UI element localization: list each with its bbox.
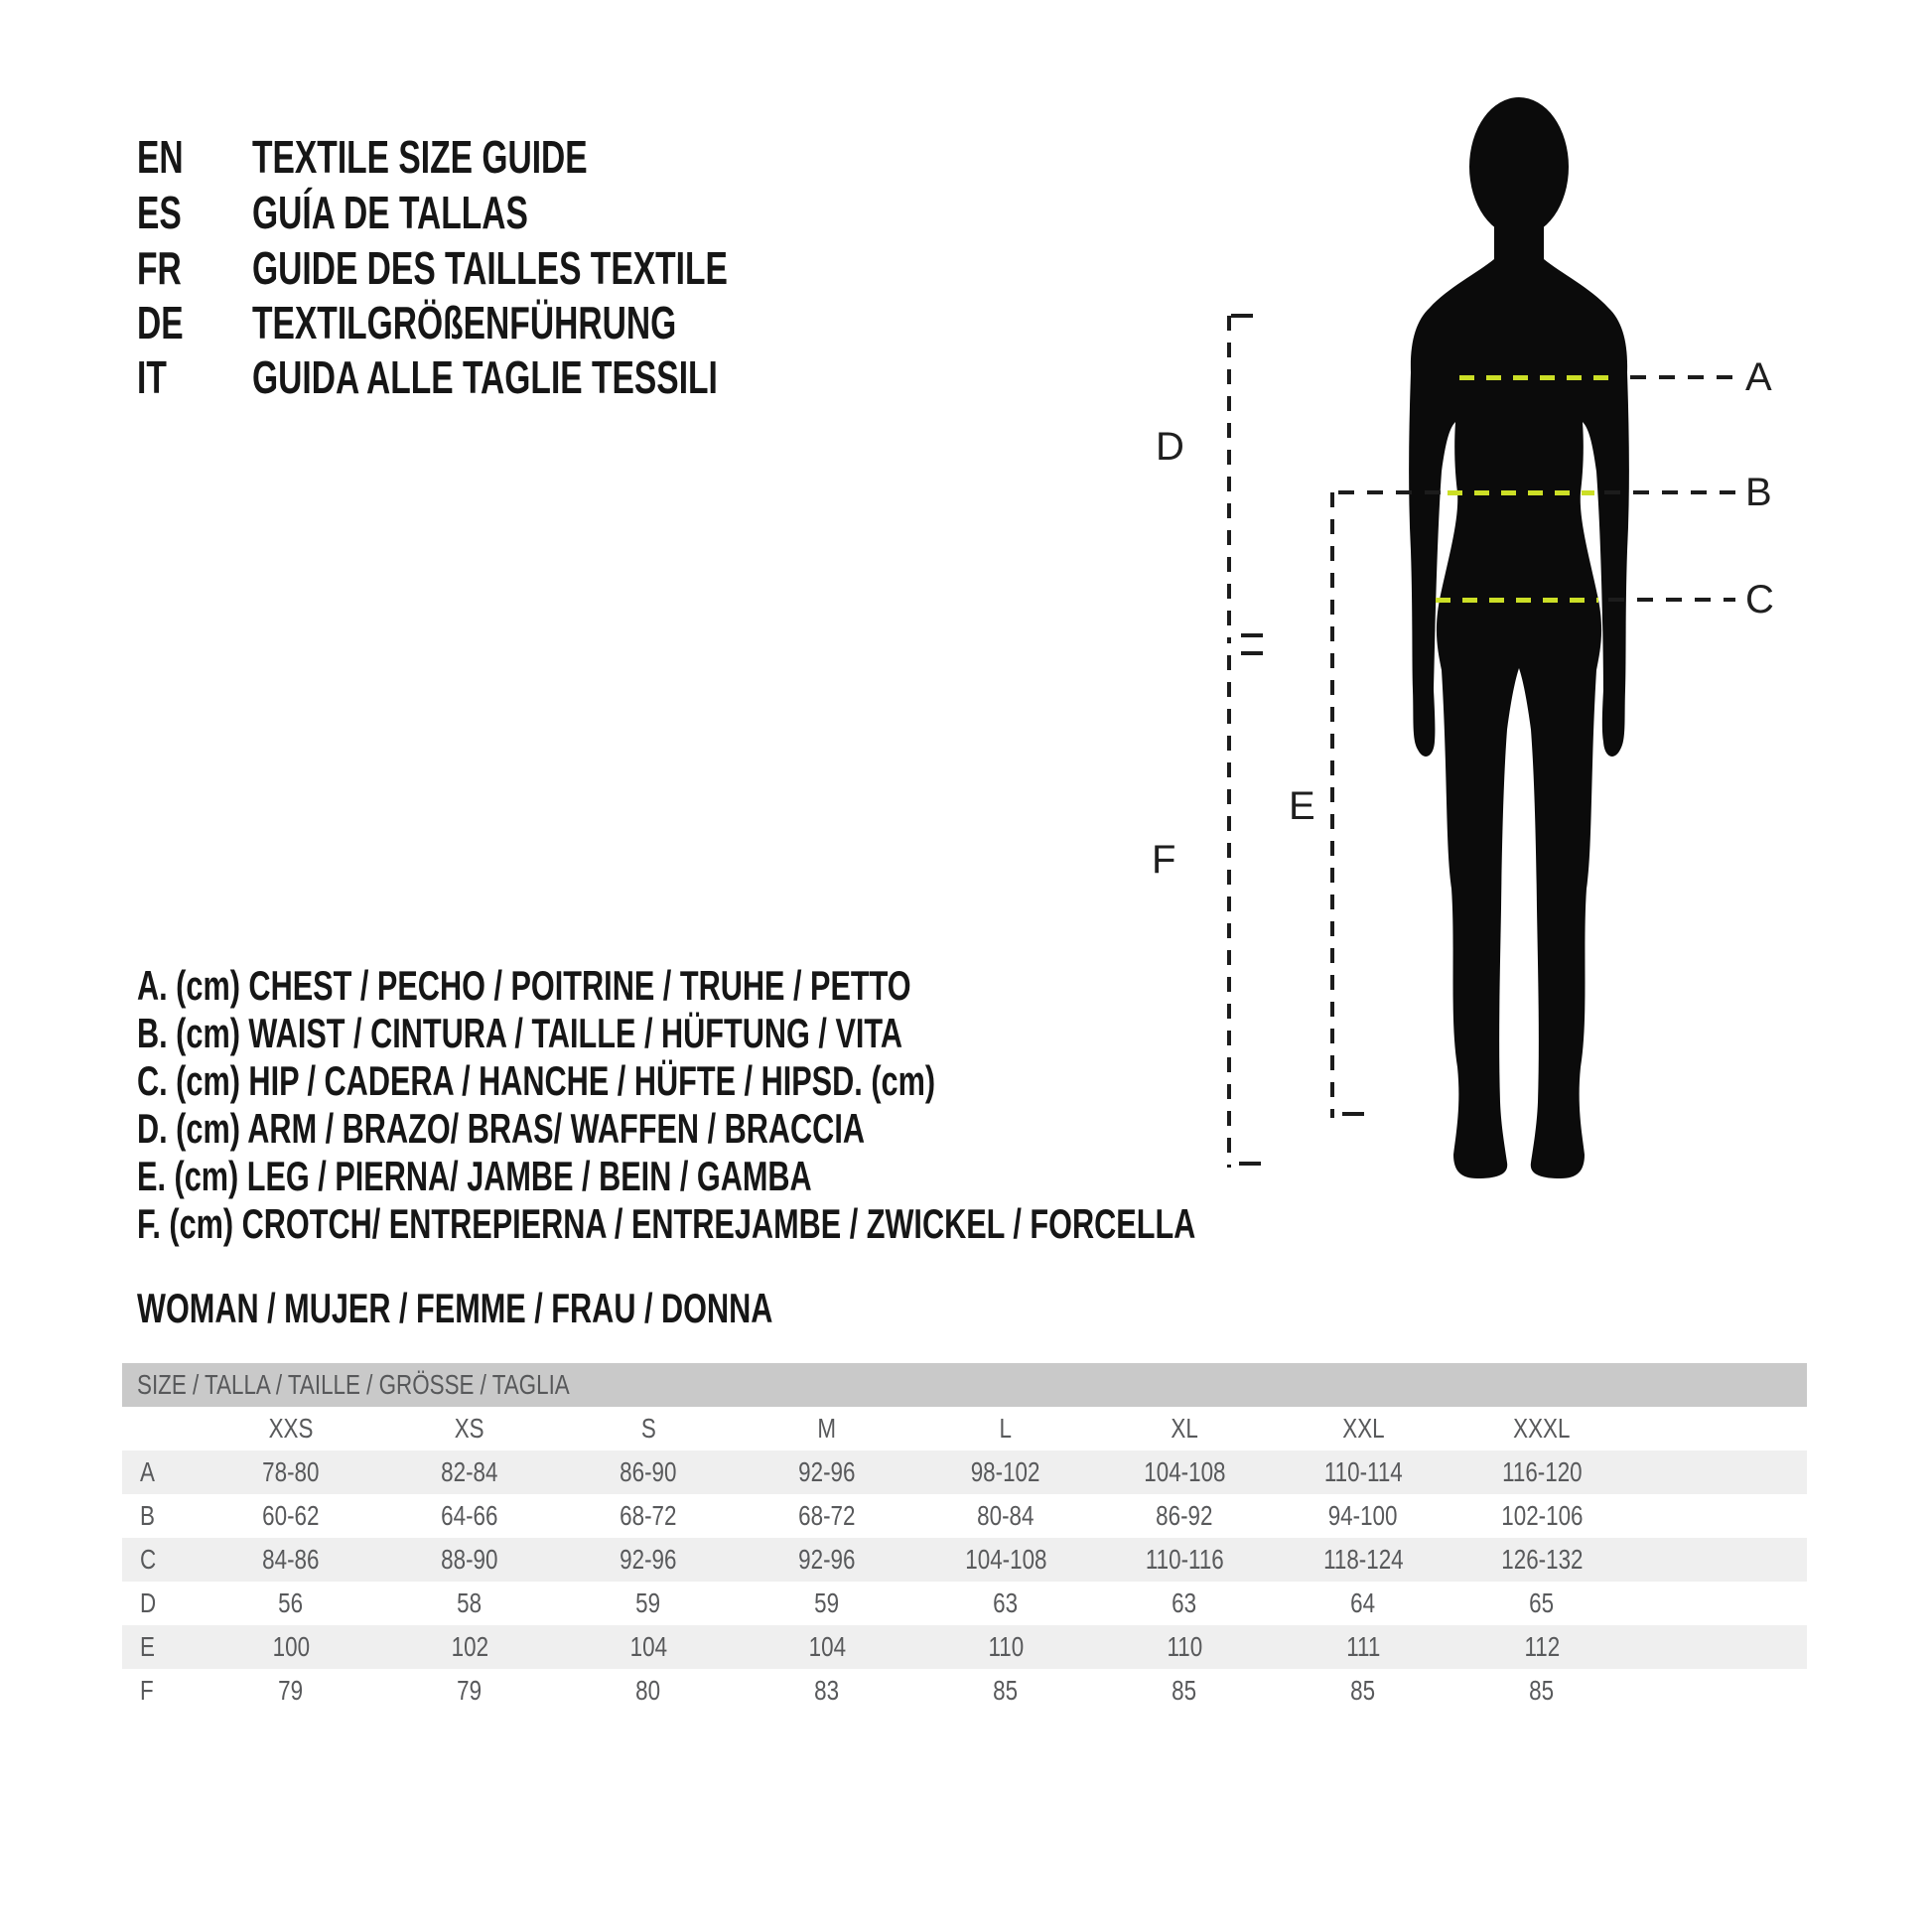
arm-measure-line (1227, 316, 1231, 643)
waist-measure-line-left (1338, 490, 1446, 494)
table-cell: 110-116 (1145, 1544, 1224, 1575)
language-code: IT (137, 351, 167, 403)
size-col-header: M (817, 1413, 837, 1444)
table-cell: 86-90 (620, 1456, 677, 1487)
language-code: DE (137, 297, 184, 348)
row-label: D (140, 1587, 157, 1618)
table-cell: 116-120 (1501, 1456, 1583, 1487)
size-col-header: XXXL (1513, 1413, 1571, 1444)
waist-measure-line (1604, 490, 1735, 494)
table-cell: 112 (1524, 1631, 1560, 1662)
hip-measure-line-yellow (1436, 598, 1598, 603)
table-cell: 104 (629, 1631, 667, 1662)
table-cell: 58 (457, 1587, 483, 1618)
table-cell: 59 (635, 1587, 661, 1618)
table-row-leg (122, 1625, 1807, 1669)
marker-label-e: E (1289, 784, 1315, 828)
table-cell: 68-72 (620, 1500, 677, 1531)
table-cell: 110-114 (1323, 1456, 1403, 1487)
legend-item-leg: E. (cm) LEG / PIERNA/ JAMBE / BEIN / GAMBA (137, 1153, 812, 1199)
table-cell: 59 (814, 1587, 840, 1618)
row-label: A (140, 1456, 155, 1487)
table-cell: 102-106 (1500, 1500, 1584, 1531)
table-cell: 68-72 (798, 1500, 856, 1531)
table-cell: 98-102 (971, 1456, 1040, 1487)
table-cell: 64 (1350, 1587, 1376, 1618)
table-cell: 104 (808, 1631, 846, 1662)
size-col-header: XS (455, 1413, 484, 1444)
chest-measure-line-yellow (1459, 375, 1616, 380)
marker-label-b: B (1745, 471, 1772, 514)
crotch-bracket-top-tick (1241, 651, 1263, 655)
table-cell: 85 (1172, 1675, 1197, 1706)
leg-bracket-bottom-tick (1342, 1112, 1364, 1116)
row-label: F (140, 1675, 154, 1706)
woman-silhouette-image (1398, 94, 1636, 1186)
table-cell: 80 (635, 1675, 661, 1706)
table-cell: 84-86 (262, 1544, 320, 1575)
table-cell: 92-96 (798, 1456, 856, 1487)
crotch-bracket-bottom-tick (1239, 1162, 1261, 1166)
table-cell: 104-108 (964, 1544, 1047, 1575)
leg-measure-line (1330, 492, 1334, 1118)
marker-label-f: F (1152, 838, 1176, 882)
marker-label-d: D (1156, 425, 1184, 469)
legend-item-waist: B. (cm) WAIST / CINTURA / TAILLE / HÜFTUNG / VITA (137, 1010, 903, 1056)
guide-title: GUIDE DES TAILLES TEXTILE (252, 242, 728, 294)
waist-measure-line-yellow (1448, 490, 1594, 495)
table-cell: 86-92 (1156, 1500, 1213, 1531)
table-cell: 92-96 (620, 1544, 677, 1575)
size-table-title: SIZE / TALLA / TAILLE / GRÖSSE / TAGLIA (137, 1369, 570, 1400)
row-label: E (140, 1631, 155, 1662)
size-col-header: XXS (268, 1413, 314, 1444)
legend-item-arm: D. (cm) ARM / BRAZO/ BRAS/ WAFFEN / BRACCIA (137, 1105, 865, 1152)
size-table-header-band (122, 1363, 1807, 1407)
table-cell: 82-84 (441, 1456, 498, 1487)
guide-title: TEXTILGRÖßENFÜHRUNG (252, 297, 677, 348)
language-code: EN (137, 131, 184, 183)
table-cell: 85 (1529, 1675, 1555, 1706)
guide-title: GUÍA DE TALLAS (252, 187, 528, 238)
table-cell: 60-62 (262, 1500, 320, 1531)
table-cell: 100 (272, 1631, 310, 1662)
row-label: C (140, 1544, 157, 1575)
table-cell: 80-84 (977, 1500, 1035, 1531)
size-col-header: L (999, 1413, 1013, 1444)
language-code: FR (137, 242, 182, 294)
guide-title: TEXTILE SIZE GUIDE (252, 131, 588, 183)
table-cell: 92-96 (798, 1544, 856, 1575)
table-cell: 56 (278, 1587, 304, 1618)
table-cell: 126-132 (1500, 1544, 1584, 1575)
table-cell: 102 (451, 1631, 488, 1662)
table-cell: 110 (988, 1631, 1024, 1662)
language-code: ES (137, 187, 182, 238)
marker-label-c: C (1745, 578, 1774, 621)
table-cell: 85 (993, 1675, 1019, 1706)
arm-bracket-bottom-tick (1241, 633, 1263, 637)
table-row-waist (122, 1494, 1807, 1538)
table-cell: 104-108 (1143, 1456, 1226, 1487)
size-header-row (122, 1407, 1807, 1450)
marker-label-a: A (1745, 355, 1772, 399)
table-row-crotch (122, 1669, 1807, 1713)
table-cell: 79 (278, 1675, 304, 1706)
table-cell: 65 (1529, 1587, 1555, 1618)
subject-line: WOMAN / MUJER / FEMME / FRAU / DONNA (137, 1285, 773, 1331)
hip-measure-line (1608, 598, 1735, 602)
chest-measure-line (1630, 375, 1735, 379)
size-table (122, 1363, 1807, 1713)
table-cell: 110 (1167, 1631, 1202, 1662)
size-col-header: XXL (1341, 1413, 1385, 1444)
arm-bracket-top-tick (1231, 314, 1253, 318)
table-cell: 64-66 (441, 1500, 498, 1531)
table-cell: 63 (1172, 1587, 1197, 1618)
table-cell: 94-100 (1328, 1500, 1398, 1531)
table-row-hip (122, 1538, 1807, 1582)
table-cell: 111 (1345, 1631, 1381, 1662)
size-col-header: XL (1171, 1413, 1198, 1444)
table-row-arm (122, 1582, 1807, 1625)
size-col-header: S (640, 1413, 656, 1444)
table-row-chest (122, 1450, 1807, 1494)
legend-item-hip: C. (cm) HIP / CADERA / HANCHE / HÜFTE / HIPSD. (cm) (137, 1057, 936, 1104)
table-cell: 63 (993, 1587, 1019, 1618)
table-cell: 83 (814, 1675, 840, 1706)
legend-item-chest: A. (cm) CHEST / PECHO / POITRINE / TRUHE / PETTO (137, 962, 911, 1009)
table-cell: 78-80 (262, 1456, 320, 1487)
table-cell: 118-124 (1322, 1544, 1404, 1575)
row-label: B (140, 1500, 155, 1531)
legend-item-crotch: F. (cm) CROTCH/ ENTREPIERNA / ENTREJAMBE / ZWICKEL / FORCELLA (137, 1200, 1196, 1247)
guide-title: GUIDA ALLE TAGLIE TESSILI (252, 351, 718, 403)
table-cell: 79 (457, 1675, 483, 1706)
table-cell: 85 (1350, 1675, 1376, 1706)
table-cell: 88-90 (441, 1544, 498, 1575)
